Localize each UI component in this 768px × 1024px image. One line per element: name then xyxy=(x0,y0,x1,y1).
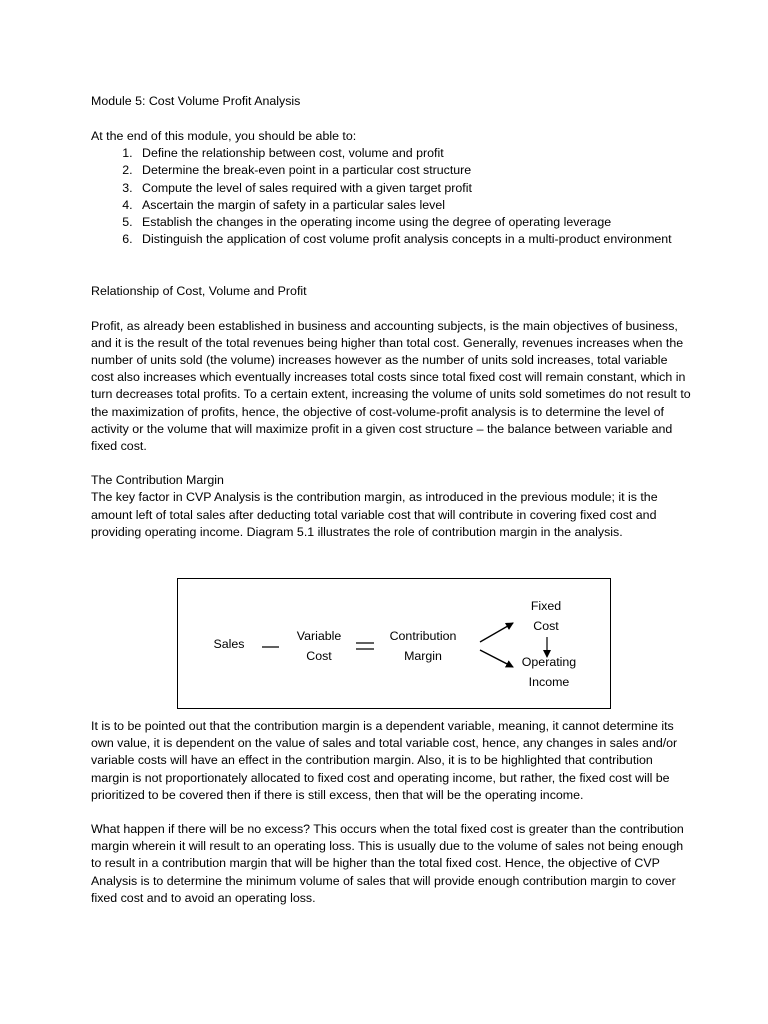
arrow-to-operating-income xyxy=(480,650,513,667)
dependent-variable-paragraph: It is to be pointed out that the contribution margin is a dependent variable, meaning, it cannot determine its own value, it is dependent on the value of sales and total variable cost, hence, any changes in sales and/or variable costs will have an effect in the contribution margin. Also, it is to be highlighted that contribution margin is not proportionately allocated to fixed cost and operating income, but rather, the fixed cost will be prioritized to be covered then if there is still excess, then that will be the operating income. xyxy=(91,719,678,802)
diagram-operating-income-label: Operating Income xyxy=(521,655,577,689)
objective-item: 4. Ascertain the margin of safety in a particular sales level xyxy=(136,197,691,214)
objectives-list xyxy=(91,145,691,248)
operating-loss-paragraph: What happen if there will be no excess? This occurs when the total fixed cost is greater than the contribution margin wherein it will result to an operating loss. This is usually due to the volume of sales not being enough to result in a contribution margin that will be higher than the total fixed cost. Hence, the objective of CVP Analysis is to determine the minimum volume of sales that will provide enough contribution margin to cover fixed cost and to avoid an operating loss. xyxy=(91,822,684,905)
diagram-contribution-margin-label: Contribution Margin xyxy=(389,629,457,663)
diagram-sales-label: Sales xyxy=(213,637,245,651)
arrow-to-fixed-cost xyxy=(480,623,513,642)
module-title: Module 5: Cost Volume Profit Analysis xyxy=(91,94,301,108)
document-body-continued xyxy=(91,718,691,907)
contribution-margin-diagram xyxy=(177,578,611,709)
objective-item: 6. Distinguish the application of cost volume profit analysis concepts in a multi-product environment xyxy=(136,231,691,248)
contribution-margin-paragraph: The key factor in CVP Analysis is the contribution margin, as introduced in the previous module; it is the amount left of total sales after deducting total variable cost that will contribute in covering fixed cost and providing operating income. Diagram 5.1 illustrates the role of contribution margin in the analysis. xyxy=(91,490,658,539)
objective-item: 1. Define the relationship between cost, volume and profit xyxy=(136,145,691,162)
objectives-intro: At the end of this module, you should be able to: xyxy=(91,129,357,143)
objective-item: 5. Establish the changes in the operating income using the degree of operating leverage xyxy=(136,214,691,231)
cvp-relationship-paragraph: Profit, as already been established in business and accounting subjects, is the main objectives of business, and it is the result of the total revenues being higher than total cost. Generally, revenues increases when the number of units sold (the volume) increases however as the number of units sold increases, total variable cost also increases which eventually increases total costs since total fixed cost will remain constant, which in turn decreases total profits. To a certain extent, increasing the volume of units sold sometimes do not result to the maximization of profits, hence, the objective of cost-volume-profit analysis is to determine the level of activity or the volume that will maximize profit in a given cost structure – the balance between variable and fixed cost. xyxy=(91,318,691,454)
document-body xyxy=(91,93,691,541)
section-heading-cvp-relationship: Relationship of Cost, Volume and Profit xyxy=(91,284,307,299)
section-heading-contribution-margin: The Contribution Margin xyxy=(91,473,224,488)
objective-item: 3. Compute the level of sales required with a given target profit xyxy=(136,180,691,197)
diagram-fixed-cost-label: Fixed Cost xyxy=(530,599,562,633)
objective-item: 2. Determine the break-even point in a particular cost structure xyxy=(136,162,691,179)
diagram-variable-cost-label: Variable Cost xyxy=(296,629,342,663)
